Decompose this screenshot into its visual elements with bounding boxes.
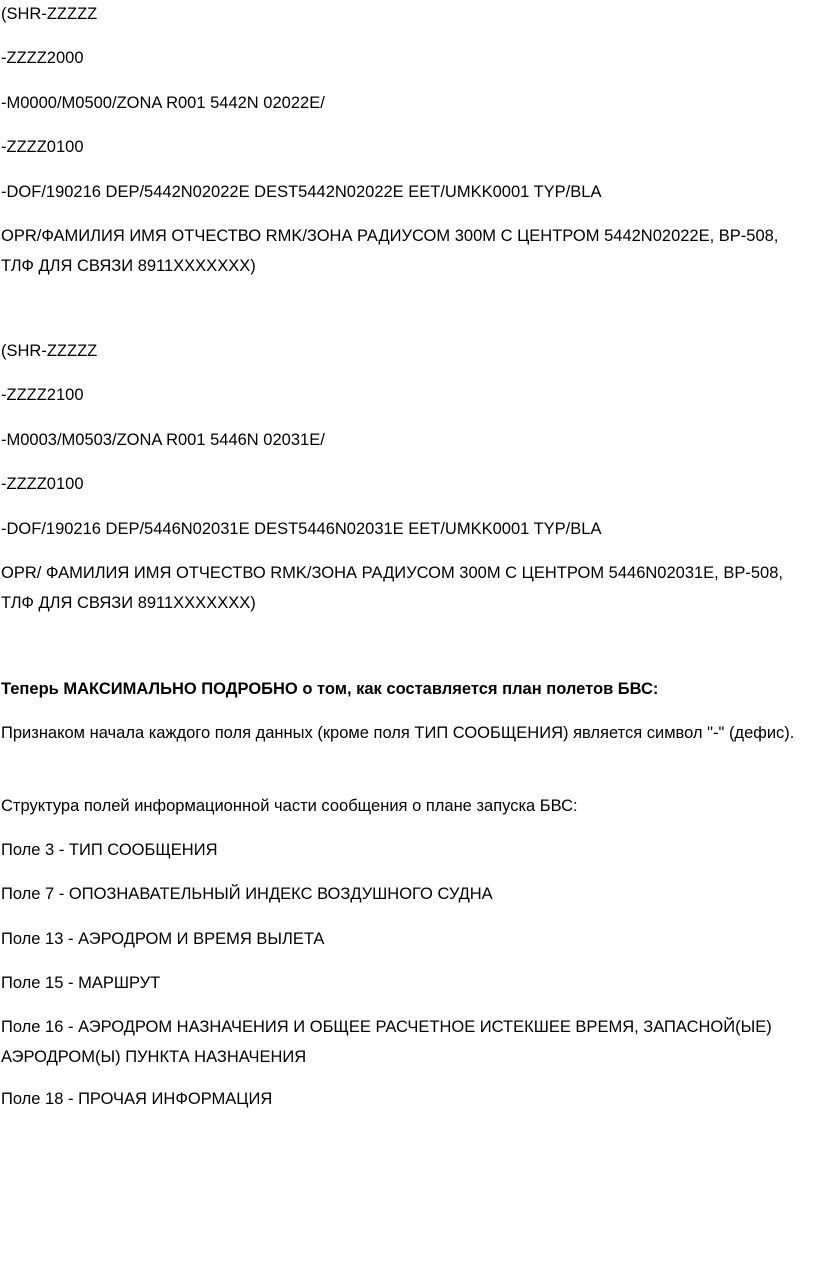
intro-paragraph: Признаком начала каждого поля данных (кроме поля ТИП СООБЩЕНИЯ) является символ "-" (дефис). (1, 724, 795, 742)
list-item: Поле 18 - ПРОЧАЯ ИНФОРМАЦИЯ (1, 1090, 273, 1108)
plan1-line-6: OPR/ФАМИЛИЯ ИМЯ ОТЧЕСТВО RMK/ЗОНА РАДИУСОМ 300М С ЦЕНТРОМ 5442N02022E, ВР-508, ТЛФ ДЛЯ СВЯЗИ 8911XXXXXXX) (1, 227, 779, 275)
structure-caption: Структура полей информационной части сообщения о плане запуска БВС: (1, 797, 578, 815)
list-item: Поле 7 - ОПОЗНАВАТЕЛЬНЫЙ ИНДЕКС ВОЗДУШНОГО СУДНА (1, 885, 493, 903)
plan1-line-4: -ZZZZ0100 (1, 138, 84, 156)
list-item: Поле 13 - АЭРОДРОМ И ВРЕМЯ ВЫЛЕТА (1, 930, 325, 948)
plan1-line-5: -DOF/190216 DEP/5442N02022E DEST5442N02022E EET/UMKK0001 TYP/BLA (1, 183, 602, 201)
list-item: Поле 15 - МАРШРУТ (1, 974, 161, 992)
section-heading: Теперь МАКСИМАЛЬНО ПОДРОБНО о том, как составляется план полетов БВС: (1, 680, 659, 698)
plan2-line-4: -ZZZZ0100 (1, 475, 84, 493)
plan2-line-6: OPR/ ФАМИЛИЯ ИМЯ ОТЧЕСТВО RMK/ЗОНА РАДИУСОМ 300М С ЦЕНТРОМ 5446N02031E, ВР-508, ТЛФ ДЛЯ СВЯЗИ 8911XXXXXXX) (1, 564, 783, 612)
plan1-line-1: (SHR-ZZZZZ (1, 5, 98, 23)
list-item: Поле 3 - ТИП СООБЩЕНИЯ (1, 841, 218, 859)
plan2-line-2: -ZZZZ2100 (1, 386, 84, 404)
plan1-line-3: -M0000/M0500/ZONA R001 5442N 02022E/ (1, 94, 325, 112)
plan1-line-2: -ZZZZ2000 (1, 49, 84, 67)
plan2-line-3: -M0003/M0503/ZONA R001 5446N 02031E/ (1, 431, 325, 449)
plan2-line-1: (SHR-ZZZZZ (1, 342, 98, 360)
list-item: Поле 16 - АЭРОДРОМ НАЗНАЧЕНИЯ И ОБЩЕЕ РАСЧЕТНОЕ ИСТЕКШЕЕ ВРЕМЯ, ЗАПАСНОЙ(ЫЕ) АЭРОДРОМ(Ы) ПУНКТА НАЗНАЧЕНИЯ (1, 1018, 772, 1066)
plan2-line-5: -DOF/190216 DEP/5446N02031E DEST5446N02031E EET/UMKK0001 TYP/BLA (1, 520, 602, 538)
